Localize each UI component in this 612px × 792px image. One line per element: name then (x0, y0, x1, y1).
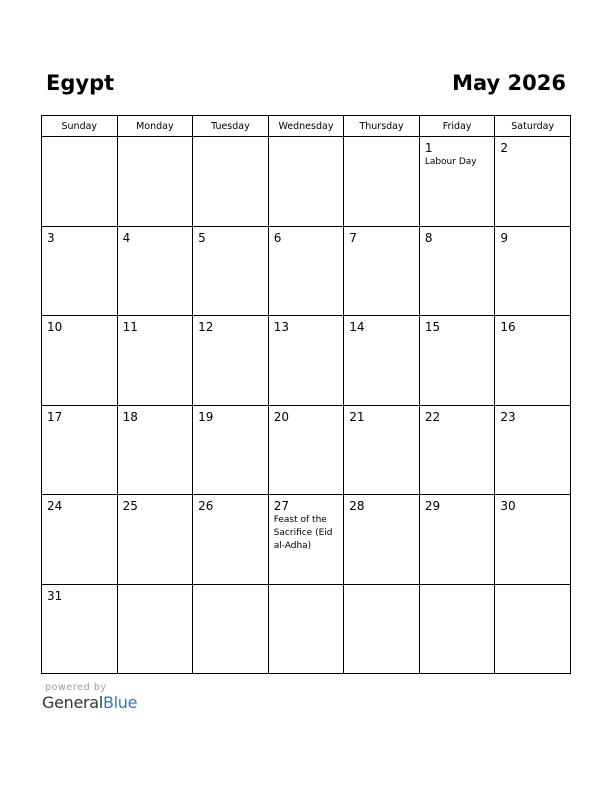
weekday-header-monday: Monday (117, 116, 193, 137)
day-number: 13 (273, 320, 289, 334)
holiday-label: Labour Day (424, 157, 477, 167)
holiday-label: Feast of the Sacrifice (Eid al-Adha) (273, 515, 333, 551)
empty-day-cell (268, 584, 344, 674)
day-cell (344, 316, 420, 406)
week-row (42, 137, 571, 227)
day-cell (495, 137, 571, 227)
day-cell (344, 405, 420, 495)
weekday-header-row (42, 116, 571, 137)
week-row (42, 316, 571, 406)
day-cell (193, 226, 269, 316)
day-cell (419, 405, 495, 495)
day-number: 11 (122, 320, 138, 334)
day-number: 24 (47, 499, 63, 513)
empty-day-cell (419, 584, 495, 674)
day-number: 20 (273, 409, 289, 424)
day-cell (117, 316, 193, 406)
day-number: 26 (198, 499, 214, 513)
weekday-header-thursday: Thursday (344, 116, 420, 137)
day-cell (193, 405, 269, 495)
day-cell (193, 495, 269, 585)
day-number: 5 (198, 230, 206, 245)
day-number: 18 (122, 409, 138, 424)
empty-day-cell (42, 137, 118, 227)
day-number: 29 (424, 499, 441, 513)
day-cell (495, 316, 571, 406)
day-cell (419, 226, 495, 316)
day-number: 12 (198, 320, 214, 334)
day-number: 8 (424, 230, 433, 245)
day-cell (268, 316, 344, 406)
day-number: 1 (424, 141, 433, 155)
day-number: 7 (349, 230, 357, 245)
day-cell (419, 137, 495, 227)
day-cell (419, 495, 495, 585)
country-title: Egypt (46, 71, 115, 95)
brand-blue-text: Blue (102, 693, 138, 712)
empty-day-cell (268, 137, 344, 227)
weekday-header-saturday: Saturday (495, 116, 571, 137)
empty-day-cell (495, 584, 571, 674)
day-number: 17 (47, 409, 63, 424)
empty-day-cell (193, 584, 269, 674)
day-cell (193, 316, 269, 406)
empty-day-cell (117, 137, 193, 227)
day-cell (42, 405, 118, 495)
week-row (42, 405, 571, 495)
day-cell (344, 226, 420, 316)
day-cell (117, 495, 193, 585)
day-number: 25 (122, 499, 138, 513)
day-number: 6 (273, 230, 282, 245)
day-number: 15 (424, 320, 441, 334)
day-number: 31 (47, 588, 63, 603)
empty-day-cell (117, 584, 193, 674)
weekday-header-friday: Friday (419, 116, 495, 137)
week-row (42, 495, 571, 585)
empty-day-cell (344, 137, 420, 227)
day-number: 30 (500, 499, 516, 513)
week-row (42, 584, 571, 674)
day-cell (117, 226, 193, 316)
brand-general-text: General (42, 693, 103, 712)
day-cell (495, 405, 571, 495)
calendar-grid (41, 115, 571, 674)
day-number: 10 (47, 320, 63, 334)
empty-day-cell (344, 584, 420, 674)
weekday-header-wednesday: Wednesday (268, 116, 344, 137)
day-number: 27 (273, 499, 289, 513)
day-cell (42, 316, 118, 406)
day-cell (42, 584, 118, 674)
day-number: 22 (424, 409, 441, 424)
day-number: 14 (349, 320, 365, 334)
day-number: 19 (198, 409, 214, 424)
day-cell (42, 495, 118, 585)
day-number: 3 (47, 230, 55, 245)
weekday-header-sunday: Sunday (42, 116, 118, 137)
week-row (42, 226, 571, 316)
day-cell (268, 405, 344, 495)
generalblue-logo[interactable] (42, 693, 137, 712)
day-cell (495, 495, 571, 585)
day-number: 9 (500, 230, 509, 245)
day-cell (268, 495, 344, 585)
day-number: 16 (500, 320, 516, 334)
day-cell (495, 226, 571, 316)
day-cell (42, 226, 118, 316)
empty-day-cell (193, 137, 269, 227)
day-cell (344, 495, 420, 585)
day-number: 4 (122, 230, 131, 245)
day-number: 2 (500, 141, 509, 155)
day-number: 28 (349, 499, 365, 513)
calendar-body (42, 137, 571, 674)
day-number: 21 (349, 409, 365, 424)
day-cell (117, 405, 193, 495)
day-cell (419, 316, 495, 406)
weekday-header-tuesday: Tuesday (193, 116, 269, 137)
day-number: 23 (500, 409, 516, 424)
month-year-title: May 2026 (452, 71, 566, 95)
day-cell (268, 226, 344, 316)
powered-by-label: powered by (45, 682, 107, 693)
